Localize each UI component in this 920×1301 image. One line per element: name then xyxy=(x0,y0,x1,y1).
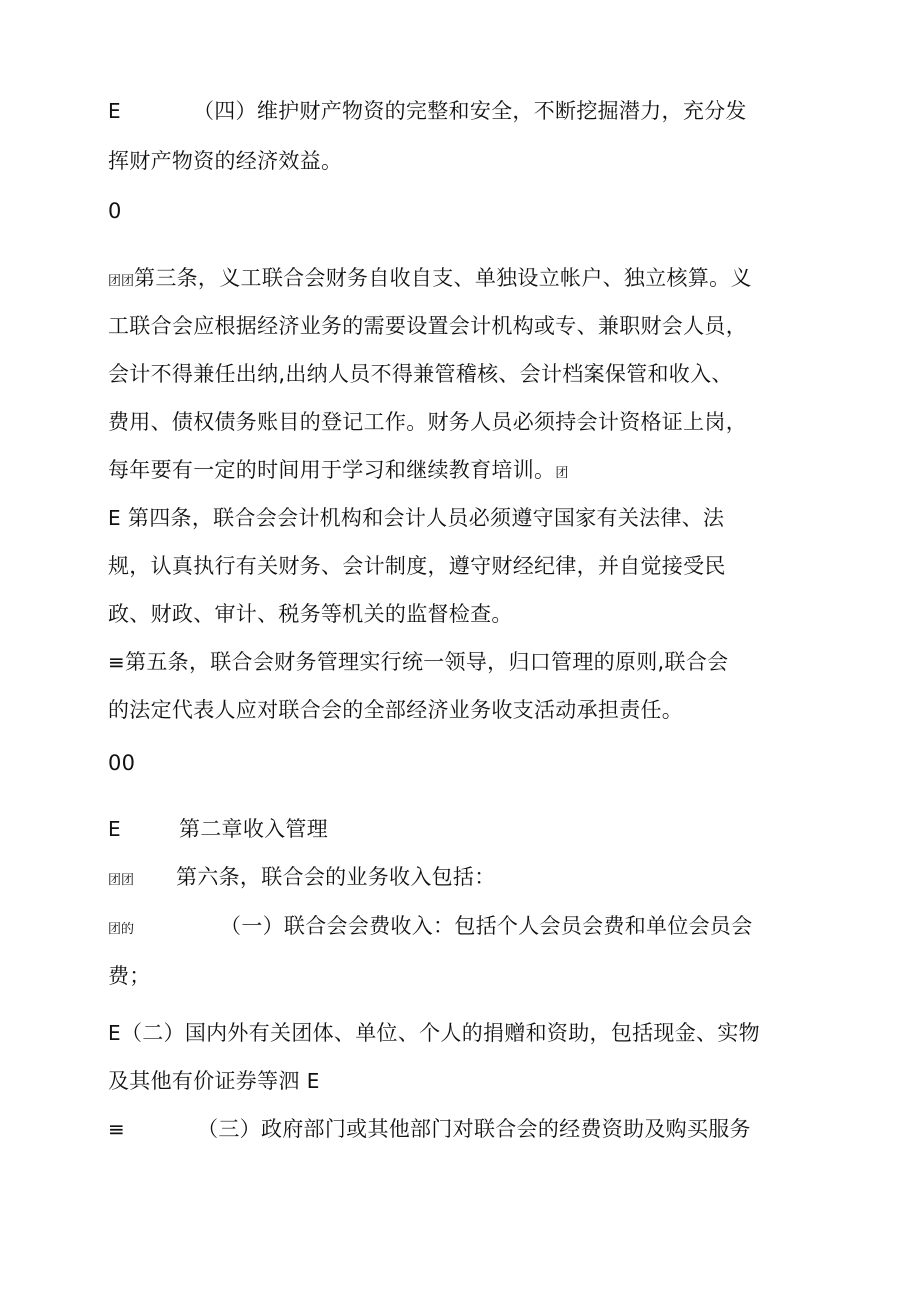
text-line-20 xyxy=(108,1066,320,1096)
line-marker: E xyxy=(108,817,121,841)
text-line-21 xyxy=(108,1114,751,1144)
line-text: 每年要有一定的时间用于学习和继续教育培训。 xyxy=(108,458,556,482)
line-text: 第六条，联合会的业务收入包括： xyxy=(176,865,496,889)
text-line-10 xyxy=(108,551,726,581)
line-text: 工联合会应根据经济业务的需要设置会计机构或专、兼职财会人员， xyxy=(108,314,747,338)
text-line-11 xyxy=(108,599,513,629)
line-text: 第四条，联合会会计机构和会计人员必须遵守国家有关法律、法 xyxy=(127,506,725,530)
line-marker: E xyxy=(108,99,121,123)
text-line-7 xyxy=(108,407,747,437)
line-text: 挥财产物资的经济效益。 xyxy=(108,149,343,173)
text-line-8 xyxy=(108,455,568,489)
text-line-12 xyxy=(108,647,728,677)
line-marker: 团 xyxy=(555,466,569,481)
line-marker: 团的 xyxy=(108,922,135,937)
line-text: （一）联合会会费收入：包括个人会员会费和单位会员会 xyxy=(220,914,753,938)
line-text: （二）国内外有关团体、单位、个人的捐赠和资助，包括现金、实物 xyxy=(120,1021,760,1045)
line-text: 费用、债权债务账目的登记工作。财务人员必须持会计资格证上岗， xyxy=(108,410,747,434)
text-line-6 xyxy=(108,359,733,389)
line-marker: ≡ xyxy=(108,650,126,674)
text-line-1 xyxy=(108,96,747,126)
text-line-3 xyxy=(108,196,122,226)
section-heading: 第二章收入管理 xyxy=(178,817,329,841)
line-marker: ≡ xyxy=(108,1117,126,1141)
line-text: 的法定代表人应对联合会的全部经济业务收支活动承担责任。 xyxy=(108,698,684,722)
text-line-19 xyxy=(108,1018,760,1048)
line-text: 00 xyxy=(108,751,136,775)
line-text: 会计不得兼任出纳,出纳人员不得兼管稽核、会计档案保管和收入、 xyxy=(108,362,733,386)
line-text: 及其他有价证券等泗 xyxy=(108,1069,300,1093)
line-text: （三）政府部门或其他部门对联合会的经费资助及购买服务 xyxy=(197,1117,751,1141)
text-line-9 xyxy=(108,503,724,533)
line-text: 费； xyxy=(108,964,151,988)
line-text: 政、财政、审计、税务等机关的监督检查。 xyxy=(108,602,513,626)
text-line-2 xyxy=(108,146,342,176)
section-heading-line xyxy=(108,814,328,844)
line-text: 第五条，联合会财务管理实行统一领导，归口管理的原则,联合会 xyxy=(125,650,729,674)
line-text: （四）维护财产物资的完整和安全，不断挖掘潜力，充分发 xyxy=(192,99,747,123)
text-line-18 xyxy=(108,961,151,991)
text-line-14 xyxy=(108,748,135,778)
text-line-5 xyxy=(108,311,747,341)
text-line-17 xyxy=(108,911,753,945)
line-text: 规，认真执行有关财务、会计制度，遵守财经纪律，并自觉接受民 xyxy=(108,554,726,578)
line-marker: E xyxy=(306,1069,320,1093)
line-text: 第三条，义工联合会财务自收自支、单独设立帐户、独立核算。义 xyxy=(134,266,752,290)
line-marker: E xyxy=(108,506,121,530)
line-text: 0 xyxy=(108,199,122,223)
text-line-13 xyxy=(108,695,683,725)
line-marker: E xyxy=(108,1021,121,1045)
text-line-4 xyxy=(108,263,752,297)
line-marker: 团团 xyxy=(108,274,135,289)
line-marker: 团团 xyxy=(108,873,135,888)
text-line-16 xyxy=(108,862,496,896)
